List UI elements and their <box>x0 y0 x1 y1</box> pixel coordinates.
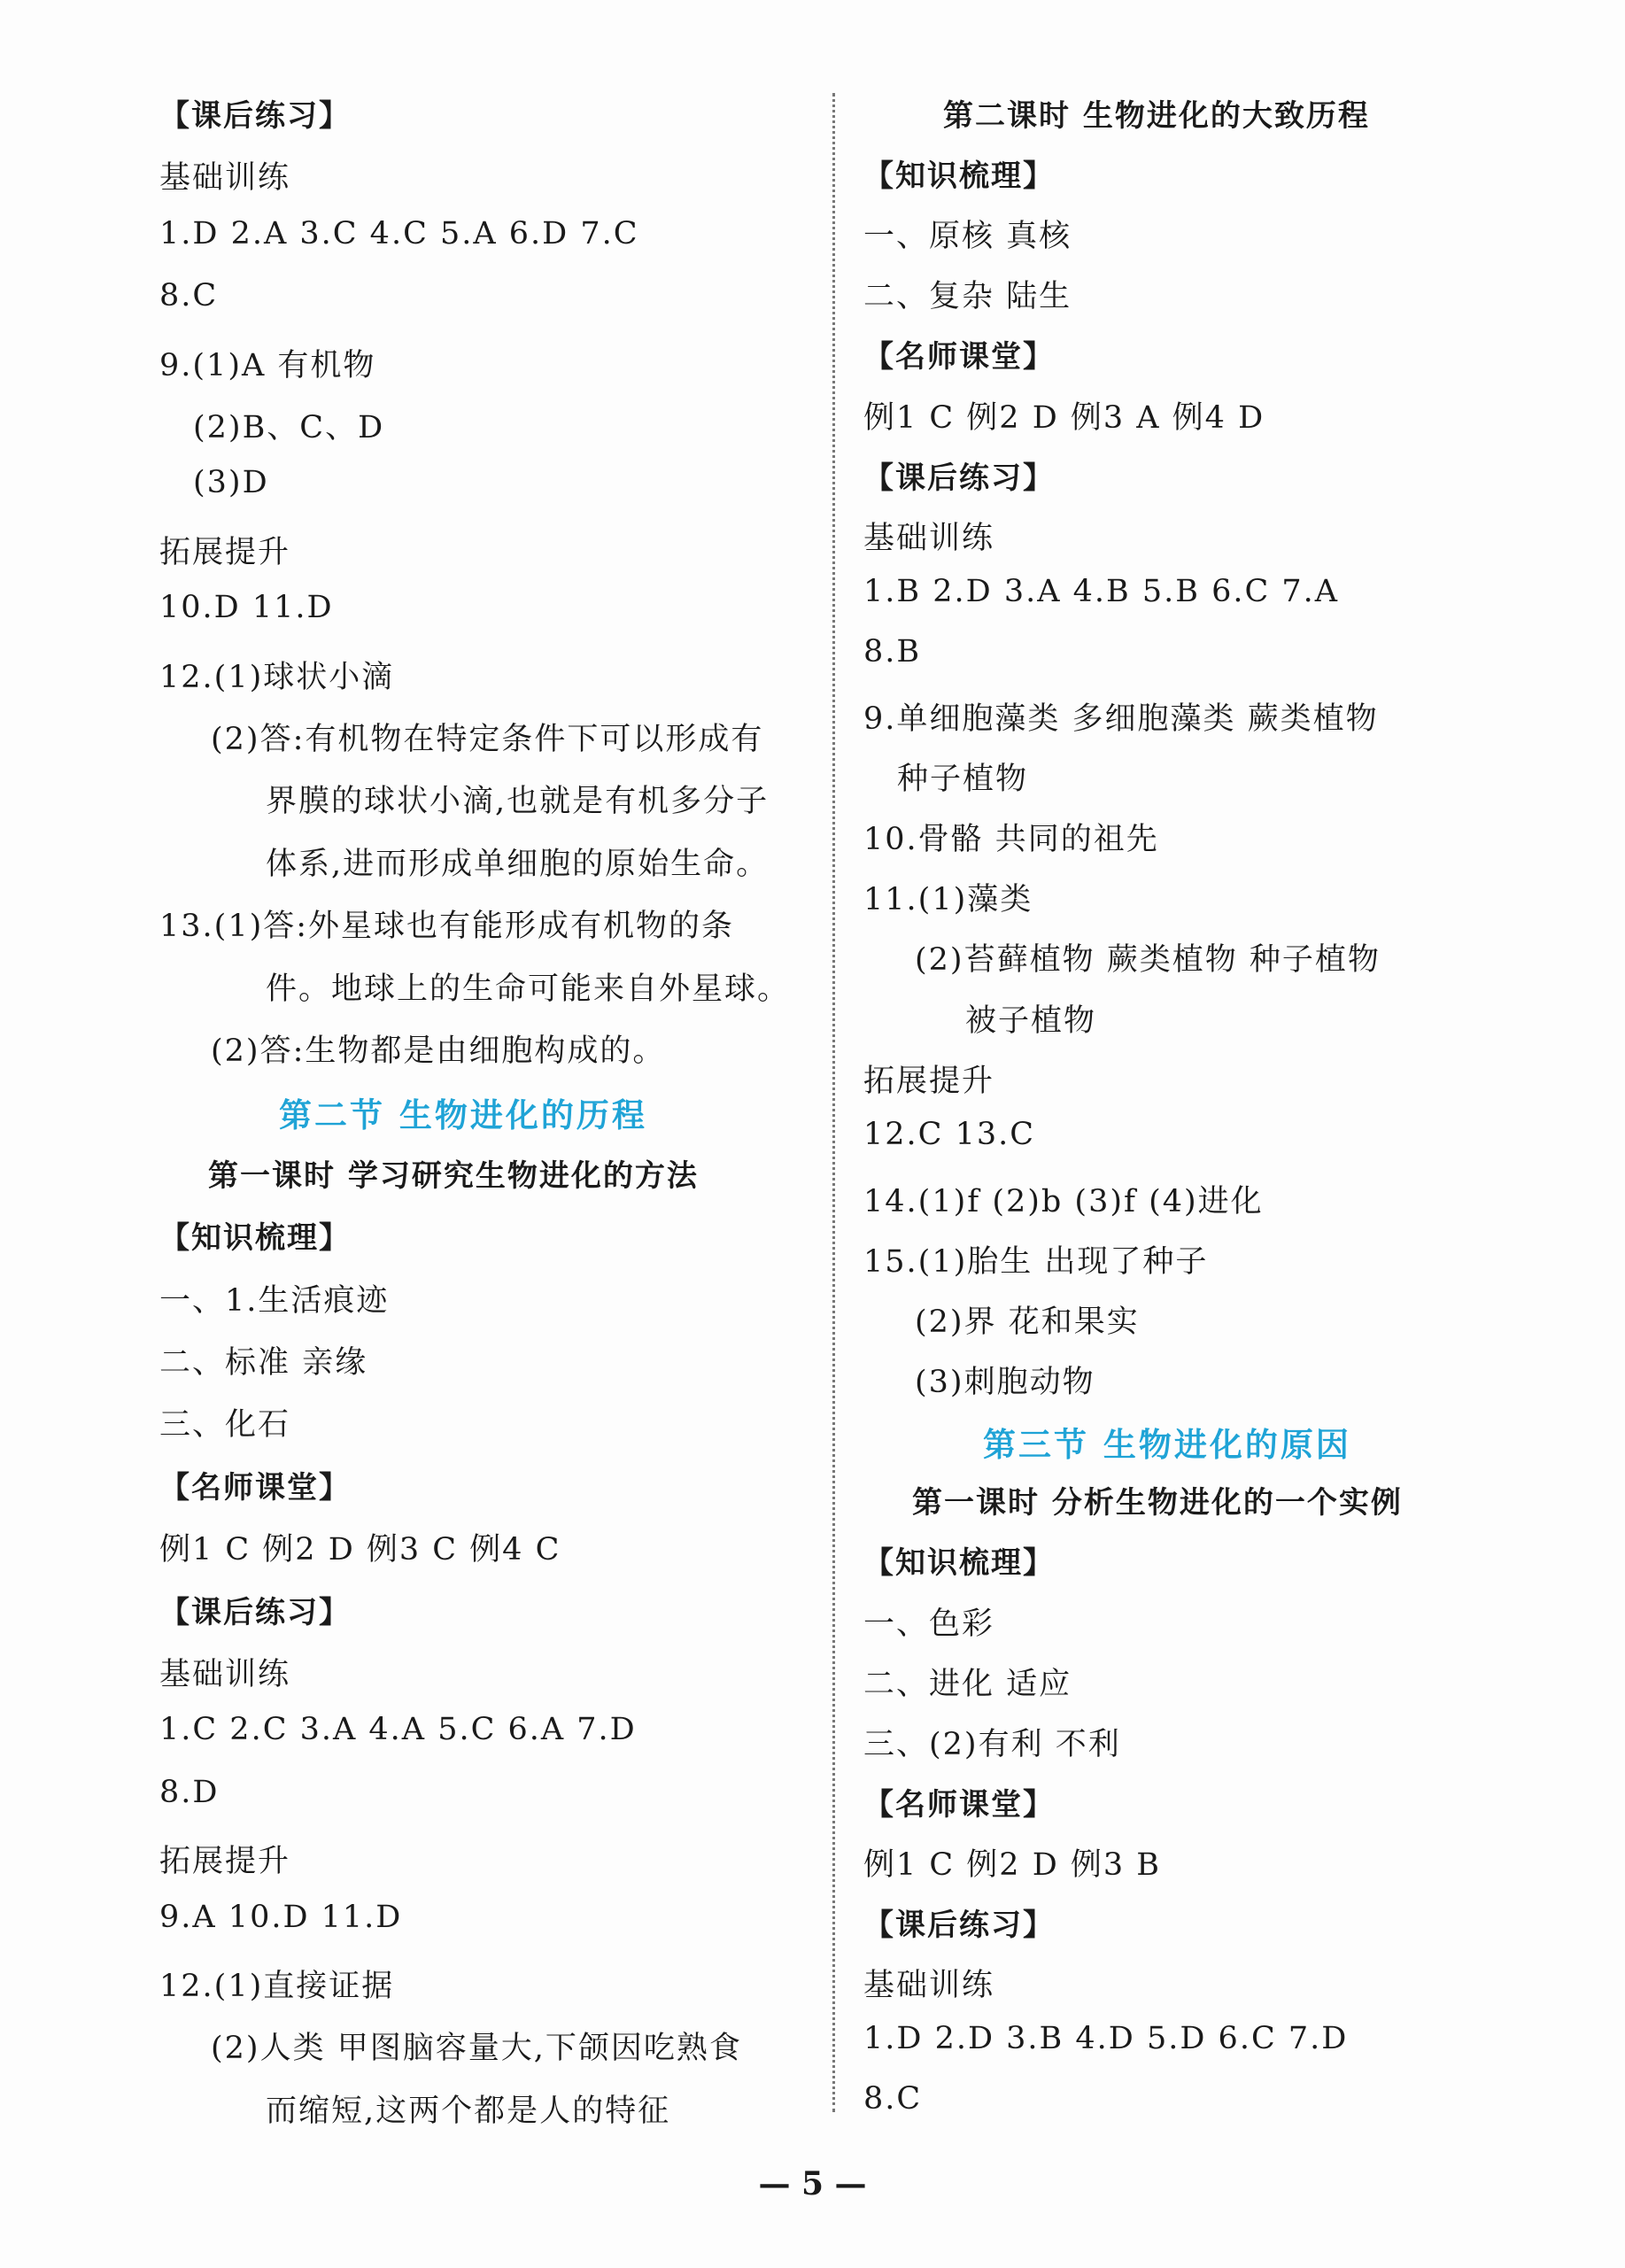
answer-line: 体系,进而形成单细胞的原始生命。 <box>266 846 770 882</box>
section-header: 【名师课堂】 <box>863 1786 1055 1823</box>
answer-line: (2)苔藓植物 蕨类植物 种子植物 <box>915 942 1381 979</box>
answer-line: 8.C <box>863 2081 923 2117</box>
page-number: — 5 — <box>758 2165 867 2202</box>
answer-line: 被子植物 <box>965 1002 1097 1039</box>
answer-line: 一、原核 真核 <box>863 219 1072 255</box>
chapter-heading: 第三节 生物进化的原因 <box>983 1426 1351 1465</box>
answer-line: 1.B 2.D 3.A 4.B 5.B 6.C 7.A <box>863 573 1340 609</box>
answer-line: 8.C <box>159 278 219 314</box>
answer-line: (2)答:有机物在特定条件下可以形成有 <box>211 722 764 757</box>
column-divider <box>832 93 835 2112</box>
answer-line: 12.C 13.C <box>863 1116 1036 1152</box>
section-header: 【课后练习】 <box>863 460 1055 496</box>
answer-line: 基础训练 <box>863 520 995 556</box>
answer-line: 一、1.生活痕迹 <box>159 1282 390 1319</box>
answer-line: 界膜的球状小滴,也就是有机多分子 <box>266 784 770 820</box>
answer-line: 1.D 2.D 3.B 4.D 5.D 6.C 7.D <box>863 2021 1349 2057</box>
answer-line: 13.(1)答:外星球也有能形成有机物的条 <box>159 909 735 945</box>
answer-line: 拓展提升 <box>159 534 291 570</box>
answer-line: (2)界 花和果实 <box>915 1304 1140 1340</box>
answer-line: 8.D <box>159 1774 220 1810</box>
answer-line: 二、复杂 陆生 <box>863 279 1072 315</box>
answer-line: 基础训练 <box>159 160 291 197</box>
answer-line: 拓展提升 <box>863 1063 995 1099</box>
answer-line: 一、色彩 <box>863 1606 995 1642</box>
answer-line: 件。地球上的生命可能来自外星球。 <box>266 971 791 1007</box>
section-header: 【课后练习】 <box>159 1594 351 1630</box>
answer-line: 14.(1)f (2)b (3)f (4)进化 <box>863 1183 1264 1219</box>
answer-line: 二、进化 适应 <box>863 1666 1072 1702</box>
answer-line: 而缩短,这两个都是人的特征 <box>266 2093 671 2129</box>
answer-line: (2)B、C、D <box>193 410 385 445</box>
lesson-title: 第二课时 生物进化的大致历程 <box>943 98 1370 134</box>
lesson-title: 第一课时 分析生物进化的一个实例 <box>912 1485 1403 1521</box>
section-header: 【课后练习】 <box>159 98 351 134</box>
lesson-title: 第一课时 学习研究生物进化的方法 <box>208 1157 699 1194</box>
answer-line: 1.D 2.A 3.C 4.C 5.A 6.D 7.C <box>159 215 639 252</box>
answer-line: 9.(1)A 有机物 <box>159 347 376 383</box>
answer-line: 1.C 2.C 3.A 4.A 5.C 6.A 7.D <box>159 1712 637 1748</box>
answer-line: 8.B <box>863 633 922 670</box>
section-header: 【名师课堂】 <box>159 1469 351 1506</box>
answer-line: 9.A 10.D 11.D <box>159 1899 403 1935</box>
answer-line: 12.(1)直接证据 <box>159 1969 395 2004</box>
section-header: 【知识梳理】 <box>863 159 1055 195</box>
answer-line: 例1 C 例2 D 例3 B <box>863 1846 1161 1883</box>
answer-line: 10.D 11.D <box>159 590 334 626</box>
answer-line: 拓展提升 <box>159 1844 291 1880</box>
answer-line: (2)人类 甲图脑容量大,下颌因吃熟食 <box>211 2031 742 2067</box>
answer-line: 基础训练 <box>863 1968 995 2004</box>
answer-line: (2)答:生物都是由细胞构成的。 <box>211 1033 666 1069</box>
section-header: 【名师课堂】 <box>863 339 1055 375</box>
answer-line: 例1 C 例2 D 例3 A 例4 D <box>863 399 1265 436</box>
chapter-heading: 第二节 生物进化的历程 <box>279 1096 647 1135</box>
section-header: 【课后练习】 <box>863 1908 1055 1943</box>
answer-line: 15.(1)胎生 出现了种子 <box>863 1243 1209 1280</box>
answer-line: 种子植物 <box>897 762 1029 798</box>
answer-line: 12.(1)球状小滴 <box>159 659 395 695</box>
answer-line: 9.单细胞藻类 多细胞藻类 蕨类植物 <box>863 701 1379 737</box>
answer-line: (3)D <box>193 465 269 501</box>
section-header: 【知识梳理】 <box>159 1220 351 1257</box>
section-header: 【知识梳理】 <box>863 1545 1055 1582</box>
answer-line: 11.(1)藻类 <box>863 882 1033 918</box>
answer-line: 二、标准 亲缘 <box>159 1345 368 1381</box>
answer-line: 三、(2)有利 不利 <box>863 1726 1121 1762</box>
answer-line: 10.骨骼 共同的祖先 <box>863 822 1159 858</box>
answer-line: 基础训练 <box>159 1657 291 1692</box>
answer-line: 三、化石 <box>159 1407 291 1444</box>
answer-line: (3)刺胞动物 <box>915 1365 1095 1401</box>
answer-line: 例1 C 例2 D 例3 C 例4 C <box>159 1532 561 1568</box>
